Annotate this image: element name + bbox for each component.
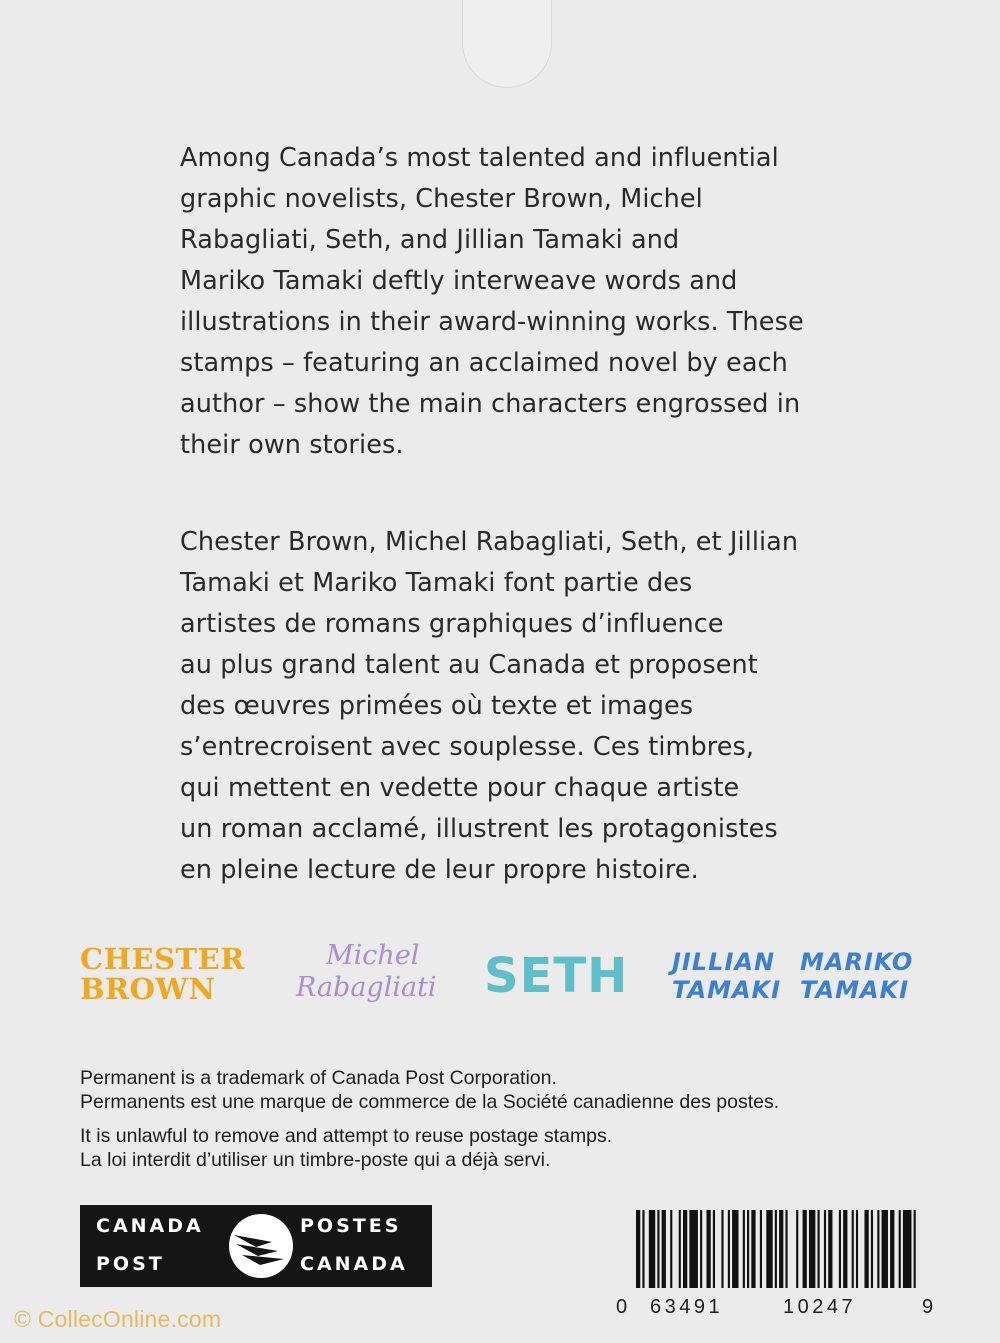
- barcode-bar: [803, 1210, 807, 1288]
- author-jillian-tamaki: [672, 948, 781, 1004]
- description-english: [180, 138, 880, 466]
- barcode-bar: [657, 1210, 659, 1288]
- barcode: [636, 1210, 920, 1288]
- author-name-line: BROWN: [80, 972, 216, 1006]
- barcode-bar: [785, 1210, 787, 1288]
- author-name-line: Rabagliati: [296, 972, 437, 1003]
- barcode-bar: [903, 1210, 912, 1288]
- author-name-line: TAMAKI: [800, 976, 910, 1004]
- text-line: Tamaki et Mariko Tamaki font partie des: [180, 568, 693, 598]
- logo-word-canada: CANADA: [96, 1215, 204, 1237]
- barcode-digits-right: 10247: [783, 1296, 857, 1318]
- legal-line: La loi interdit d’utiliser un timbre-poste qui a déjà servi.: [80, 1149, 551, 1171]
- text-line: author – show the main characters engrossed in: [180, 389, 801, 419]
- barcode-bar: [662, 1210, 666, 1288]
- barcode-bar: [779, 1210, 783, 1288]
- barcode-bar: [747, 1210, 749, 1288]
- barcode-digits-left: 63491: [650, 1296, 724, 1318]
- text-line: stamps – featuring an acclaimed novel by each: [180, 348, 788, 378]
- barcode-bar: [679, 1210, 681, 1288]
- barcode-bar: [649, 1210, 655, 1288]
- barcode-bar: [700, 1210, 702, 1288]
- barcode-bar: [809, 1210, 815, 1288]
- text-line: graphic novelists, Chester Brown, Michel: [180, 184, 703, 214]
- author-name-line: TAMAKI: [672, 976, 782, 1004]
- barcode-bar: [899, 1210, 901, 1288]
- hang-hole: [462, 0, 552, 88]
- barcode-digit-trail: 9: [922, 1296, 934, 1318]
- barcode-bar: [775, 1210, 777, 1288]
- logo-word-post: POST: [96, 1253, 165, 1275]
- barcode-bar: [871, 1210, 873, 1288]
- author-chester-brown: [80, 944, 245, 1004]
- text-line: their own stories.: [180, 430, 404, 460]
- text-line: Mariko Tamaki deftly interweave words and: [180, 266, 738, 296]
- barcode-bar: [689, 1210, 698, 1288]
- logo-word-postes: POSTES: [300, 1215, 402, 1237]
- canada-post-logo: [80, 1205, 432, 1287]
- barcode-bar: [670, 1210, 672, 1288]
- text-line: s’entrecroisent avec souplesse. Ces timbres,: [180, 732, 755, 762]
- barcode-bar: [743, 1210, 745, 1288]
- barcode-bar: [856, 1210, 858, 1288]
- barcode-bar: [721, 1210, 723, 1288]
- barcode-bar: [751, 1210, 755, 1288]
- barcode-bar: [864, 1210, 868, 1288]
- barcode-bar: [713, 1210, 715, 1288]
- author-name-line: CHESTER: [80, 942, 245, 976]
- barcode-bar: [828, 1210, 832, 1288]
- legal-line: Permanent is a trademark of Canada Post Corporation.: [80, 1067, 557, 1089]
- barcode-bar: [732, 1210, 738, 1288]
- author-name-line: Michel: [326, 940, 420, 971]
- barcode-bar: [728, 1210, 730, 1288]
- barcode-bar: [890, 1210, 894, 1288]
- barcode-bar: [642, 1210, 644, 1288]
- barcode-bar: [914, 1210, 916, 1288]
- barcode-bar: [766, 1210, 772, 1288]
- barcode-bar: [852, 1210, 854, 1288]
- text-line: Chester Brown, Michel Rabagliati, Seth, et Jillian: [180, 527, 799, 557]
- author-mariko-tamaki: [800, 948, 913, 1004]
- reuse-notice: [80, 1124, 950, 1172]
- legal-line: It is unlawful to remove and attempt to reuse postage stamps.: [80, 1125, 613, 1147]
- barcode-bar: [706, 1210, 710, 1288]
- text-line: au plus grand talent au Canada et proposent: [180, 650, 758, 680]
- text-line: qui mettent en vedette pour chaque artiste: [180, 773, 740, 803]
- watermark: © CollecOnline.com: [14, 1306, 222, 1332]
- canada-post-symbol-icon: [226, 1211, 296, 1281]
- barcode-bar: [818, 1210, 820, 1288]
- barcode-bar: [877, 1210, 879, 1288]
- description-french: [180, 522, 880, 891]
- text-line: artistes de romans graphiques d’influence: [180, 609, 724, 639]
- barcode-bar: [636, 1210, 640, 1288]
- barcode-bar: [839, 1210, 841, 1288]
- trademark-notice: [80, 1066, 950, 1114]
- text-line: un roman acclamé, illustrent les protagonistes: [180, 814, 778, 844]
- barcode-bar: [882, 1210, 888, 1288]
- text-line: Rabagliati, Seth, and Jillian Tamaki and: [180, 225, 680, 255]
- barcode-digit-lead: 0: [616, 1296, 628, 1318]
- author-name-line: MARIKO: [800, 948, 914, 976]
- text-line: en pleine lecture de leur propre histoire.: [180, 855, 699, 885]
- author-michel-rabagliati: [296, 940, 437, 1004]
- barcode-bar: [843, 1210, 847, 1288]
- text-line: Among Canada’s most talented and influential: [180, 143, 779, 173]
- legal-line: Permanents est une marque de commerce de la Société canadienne des postes.: [80, 1091, 780, 1113]
- text-line: illustrations in their award-winning works. These: [180, 307, 804, 337]
- barcode-bar: [760, 1210, 762, 1288]
- barcode-bar: [824, 1210, 826, 1288]
- author-name-line: JILLIAN: [672, 948, 776, 976]
- barcode-bar: [796, 1210, 798, 1288]
- logo-word-canada-fr: CANADA: [300, 1253, 408, 1275]
- author-seth: SETH: [484, 948, 629, 1004]
- text-line: des œuvres primées où texte et images: [180, 691, 694, 721]
- barcode-bar: [683, 1210, 687, 1288]
